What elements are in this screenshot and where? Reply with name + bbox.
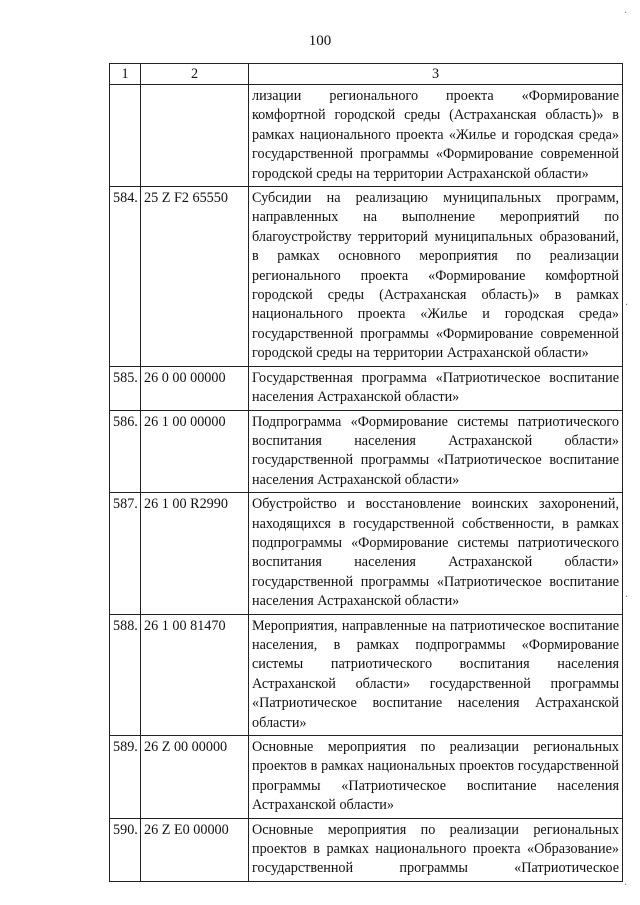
classification-code: 26 1 00 81470: [141, 614, 249, 735]
row-description: Подпрограмма «Формирование системы патриотического воспитания населения Астраханской области» государственной программы «Патриотическое воспитание населения Астраханской области»: [249, 410, 623, 493]
scan-speck: ·: [625, 300, 629, 311]
row-description: Государственная программа «Патриотическое воспитание населения Астраханской области»: [249, 366, 623, 410]
classification-code: 25 Z F2 65550: [141, 187, 249, 367]
table-header-row: [110, 64, 623, 85]
row-number: [110, 85, 141, 187]
scan-speck: ·: [625, 592, 629, 603]
column-header-1: 1: [110, 64, 141, 85]
classification-code: 26 1 00 R2990: [141, 493, 249, 614]
row-description: Субсидии на реализацию муниципальных программ, направленных на выполнение мероприятий по благоустройству территорий муниципальных образований, в рамках основного мероприятия по реализации регионального проекта «Формирование комфортной городской среды (Астраханская область)» в рамках национального проекта «Жилье и городская среда» государственной программы «Формирование современной городской среды на территории Астраханской области»: [249, 187, 623, 367]
column-header-3: 3: [249, 64, 623, 85]
row-number: 590.: [110, 818, 141, 881]
table-row: [110, 85, 623, 187]
page-number: 100: [308, 33, 332, 49]
table-row: [110, 614, 623, 735]
table-row: [110, 410, 623, 493]
row-number: 589.: [110, 736, 141, 819]
row-description: Мероприятия, направленные на патриотическое воспитание населения, в рамках подпрограммы «Формирование системы патриотического воспитания населения Астраханской области» государственной программы «Патриотическое воспитание населения Астраханской области»: [249, 614, 623, 735]
row-number: 587.: [110, 493, 141, 614]
table-row: [110, 366, 623, 410]
table-row: [110, 736, 623, 819]
row-number: 588.: [110, 614, 141, 735]
row-description: Обустройство и восстановление воинских захоронений, находящихся в государственной собственности, в рамках подпрограммы «Формирование системы патриотического воспитания населения Астраханской области» государственной программы «Патриотическое воспитание населения Астраханской области»: [249, 493, 623, 614]
row-number: 585.: [110, 366, 141, 410]
row-number: 584.: [110, 187, 141, 367]
classification-code: 26 Z E0 00000: [141, 818, 249, 881]
row-description: Основные мероприятия по реализации региональных проектов в рамках национальных проектов государственной программы «Патриотическое воспитание населения Астраханской области»: [249, 736, 623, 819]
row-number: 586.: [110, 410, 141, 493]
row-description: Основные мероприятия по реализации региональных проектов в рамках национального проекта «Образование» государственной программы «Патриотическое: [249, 818, 623, 881]
table-row: [110, 818, 623, 881]
classification-code: 26 Z 00 00000: [141, 736, 249, 819]
table-row: [110, 187, 623, 367]
classification-code: 26 0 00 00000: [141, 366, 249, 410]
column-header-2: 2: [141, 64, 249, 85]
budget-classification-table: [109, 63, 623, 882]
scan-speck: ·: [624, 880, 628, 891]
row-description: лизации регионального проекта «Формирование комфортной городской среды (Астраханская область)» в рамках национального проекта «Жилье и городская среда» государственной программы «Формирование современной городской среды на территории Астраханской области»: [249, 85, 623, 187]
classification-code: [141, 85, 249, 187]
classification-code: 26 1 00 00000: [141, 410, 249, 493]
scan-speck: ·: [624, 8, 628, 19]
table-row: [110, 493, 623, 614]
